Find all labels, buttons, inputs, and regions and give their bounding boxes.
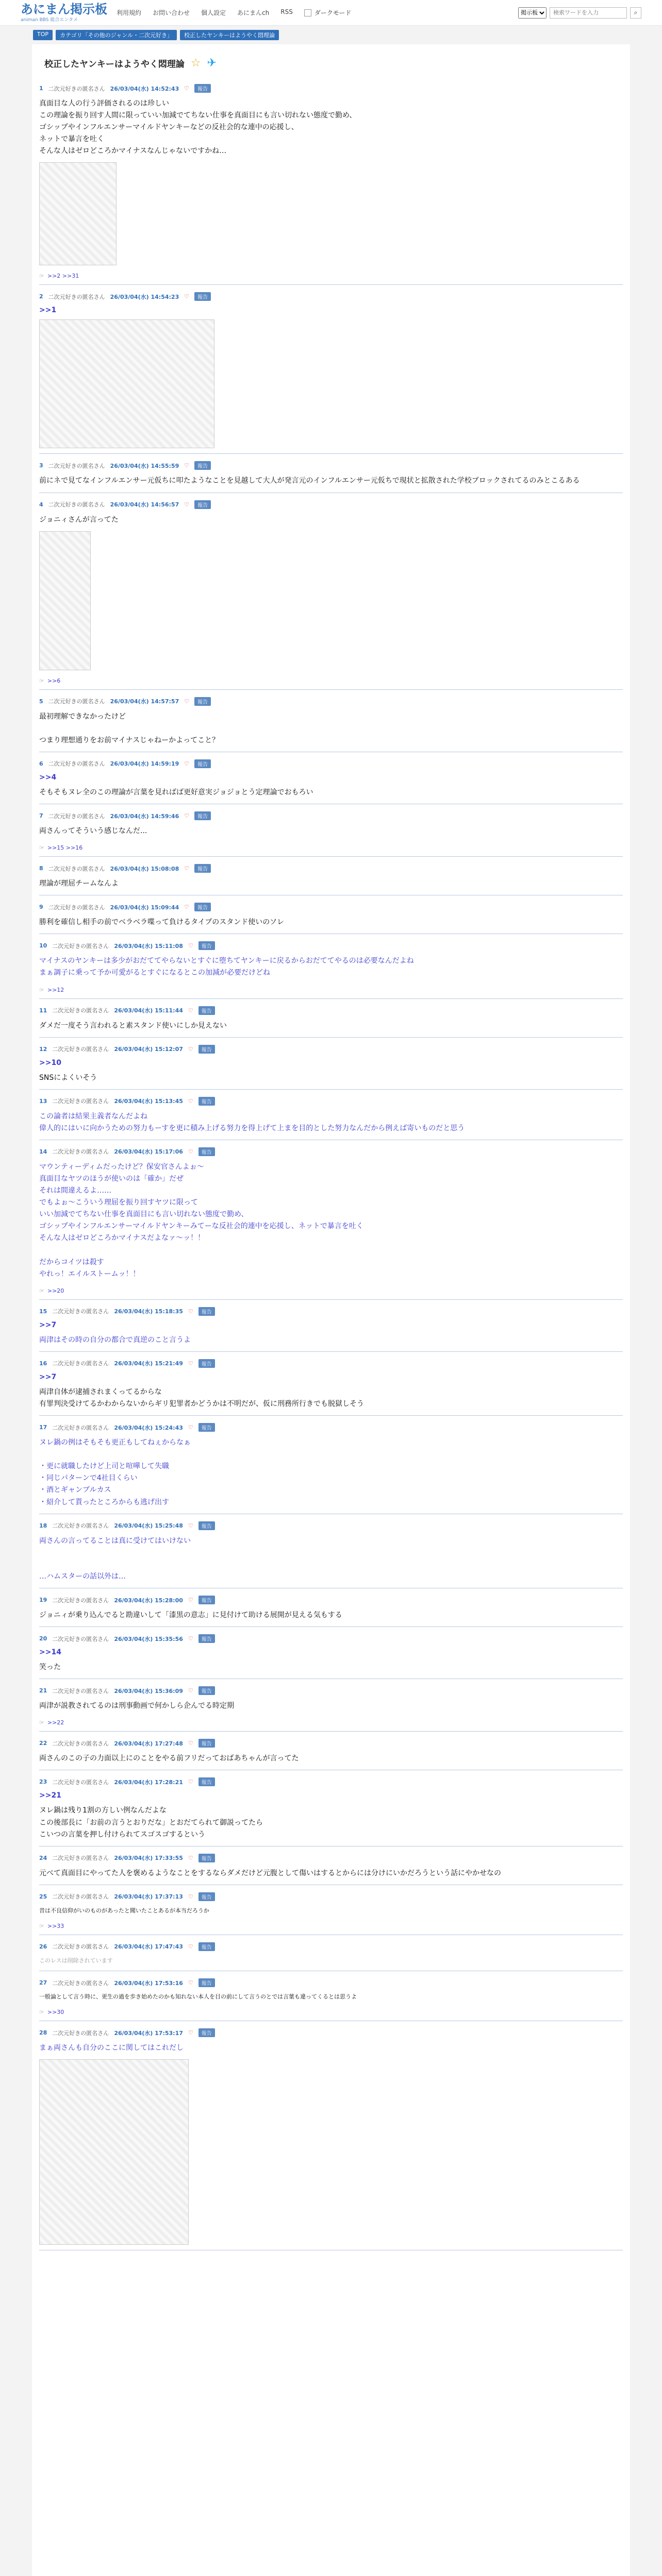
post-number[interactable]: 23: [39, 1778, 47, 1786]
reply-refs: [39, 2009, 623, 2015]
dark-mode-label: ダークモード: [314, 9, 352, 16]
heart-icon[interactable]: ♡: [188, 1007, 193, 1014]
post-date: 26/03/04(水) 15:25:48: [114, 1522, 183, 1530]
heart-icon[interactable]: ♡: [188, 1635, 193, 1642]
poster-name: 二次元好きの匿名さん: [48, 293, 105, 300]
post-body: 一般論として言う時に、更生の過を歩き始めたのかも知れない本人を目の前にして言うのとでは言葉も違ってくるとは思うよ: [39, 1993, 357, 2001]
breadcrumb-top[interactable]: TOP: [33, 30, 53, 40]
report-button[interactable]: 報告: [194, 864, 211, 873]
post-header: [39, 292, 623, 301]
report-button[interactable]: 報告: [194, 903, 211, 911]
post-header: [39, 1006, 623, 1015]
post-date: 26/03/04(水) 15:11:08: [114, 942, 183, 950]
heart-icon[interactable]: ♡: [188, 1097, 193, 1105]
post-header: [39, 941, 623, 950]
report-button[interactable]: 報告: [194, 461, 211, 470]
post-number[interactable]: 6: [39, 760, 43, 767]
post-number[interactable]: 24: [39, 1854, 47, 1861]
post-header: [39, 1892, 623, 1901]
reply-refs: [39, 273, 623, 279]
reply-hand-icon: ☞: [39, 273, 44, 280]
post-header: [39, 1854, 623, 1862]
poster-name: 二次元好きの匿名さん: [52, 1979, 109, 1987]
poster-name: 二次元好きの匿名さん: [48, 698, 105, 705]
post-header: [39, 461, 623, 470]
post: [39, 1140, 623, 1300]
breadcrumb-thread[interactable]: 校正したヤンキーはようやく悶理論: [180, 30, 279, 40]
post-body: 元べて真面目にやってた人を褒めるようなことをするならダメだけど元腹として傷いはするとからには分けにいかだろうという話にやかせなの: [39, 1869, 501, 1877]
post-date: 26/03/04(水) 15:11:44: [114, 1007, 183, 1014]
nav-item-animanch[interactable]: あにまんch: [237, 9, 270, 16]
report-button[interactable]: 報告: [198, 1854, 215, 1862]
post-header: [39, 1045, 623, 1054]
post-date: 26/03/04(水) 17:37:13: [114, 1893, 183, 1901]
report-button[interactable]: 報告: [198, 1739, 215, 1748]
post-header: [39, 811, 623, 820]
post-body: 両さんの言ってることは真に受けてはいけない …ハムスターの話以外は…: [39, 1536, 191, 1581]
post: [39, 1090, 623, 1140]
post-date: 26/03/04(水) 14:52:43: [110, 85, 179, 92]
reply-refs-links[interactable]: >>2 >>31: [47, 273, 79, 280]
post-number[interactable]: 7: [39, 812, 43, 820]
reply-anchor[interactable]: >>14: [39, 1648, 61, 1657]
post-image[interactable]: [39, 162, 117, 265]
post-header: [39, 1359, 623, 1368]
reply-anchor[interactable]: >>1: [39, 306, 57, 315]
poster-name: 二次元好きの匿名さん: [48, 85, 105, 92]
poster-name: 二次元好きの匿名さん: [52, 1687, 109, 1694]
reply-refs: [39, 844, 623, 851]
post-body: マウンティーディムだったけど？保安官さんよぉ〜 真面目なヤツのほうが使いのは「確か」だぜ それは間違えるよ…… でもよぉ〜こういう理屈を振り回すヤツに限って いい加減でてちない仕事を真面目にも言い切れない態度で勤め、 ゴシップやインフルエンサーマイルドヤンキーみてーな反社会的連中を応援し、ネットで暴言を吐く そんな人はゼロどころかマイナスだよなァ〜ッ！！ だからコイツは殺す やれっ！エイルストームッ！！: [39, 1162, 363, 1278]
report-button[interactable]: 報告: [198, 1423, 215, 1432]
report-button[interactable]: 報告: [198, 941, 215, 950]
reply-hand-icon: ☞: [39, 2009, 44, 2016]
reply-refs: [39, 1287, 623, 1294]
report-button[interactable]: 報告: [198, 1097, 215, 1106]
poster-name: 二次元好きの匿名さん: [48, 462, 105, 469]
reply-anchor[interactable]: >>7: [39, 1372, 57, 1381]
report-button[interactable]: 報告: [194, 292, 211, 301]
post-body: ヌレ鍋は残り1割の方しい例なんだよな この後部長に「お前の言うとおりだな」とおだてられて御説ってたら こいつの言葉を押し付けられてスゴスゴするという: [39, 1806, 263, 1839]
post: [39, 752, 623, 804]
star-icon[interactable]: ☆: [190, 57, 201, 70]
poster-name: 二次元好きの匿名さん: [52, 1424, 109, 1431]
post-image[interactable]: [39, 2059, 189, 2245]
report-button[interactable]: 報告: [198, 1006, 215, 1015]
poster-name: 二次元好きの匿名さん: [52, 1007, 109, 1014]
poster-name: 二次元好きの匿名さん: [52, 1522, 109, 1530]
poster-name: 二次元好きの匿名さん: [52, 1308, 109, 1315]
heart-icon[interactable]: ♡: [188, 1943, 193, 1950]
post-body: 両津はその時の自分の都合で真逆のこと言うよ: [39, 1335, 191, 1344]
post-number[interactable]: 14: [39, 1148, 47, 1155]
reply-refs-links[interactable]: >>22: [47, 1719, 64, 1726]
thread-title-bar: [39, 49, 623, 77]
post-header: [39, 697, 623, 706]
reply-hand-icon: ☞: [39, 1287, 44, 1294]
post: [39, 1588, 623, 1627]
report-button[interactable]: 報告: [198, 1634, 215, 1643]
post-number[interactable]: 18: [39, 1522, 47, 1529]
nav-item-contact[interactable]: お問い合わせ: [153, 9, 190, 16]
post-date: 26/03/04(水) 17:47:43: [114, 1943, 183, 1951]
post-date: 26/03/04(水) 14:55:59: [110, 462, 179, 469]
poster-name: 二次元好きの匿名さん: [52, 1855, 109, 1862]
post: [39, 1627, 623, 1679]
report-button[interactable]: 報告: [198, 1777, 215, 1786]
post-date: 26/03/04(水) 17:28:21: [114, 1778, 183, 1786]
post: [39, 1732, 623, 1770]
post-number[interactable]: 2: [39, 293, 43, 300]
report-button[interactable]: 報告: [194, 84, 211, 93]
reply-refs-links[interactable]: >>6: [47, 677, 61, 684]
post: [39, 2021, 623, 2250]
post-date: 26/03/04(水) 14:56:57: [110, 501, 179, 509]
post-number[interactable]: 19: [39, 1597, 47, 1604]
heart-icon[interactable]: ♡: [184, 462, 190, 469]
post: [39, 1038, 623, 1090]
heart-icon[interactable]: ♡: [188, 942, 193, 950]
post-number[interactable]: 1: [39, 85, 43, 92]
post-date: 26/03/04(水) 15:09:44: [110, 904, 179, 911]
reply-refs: [39, 1923, 623, 1929]
post: [39, 1846, 623, 1885]
post-number[interactable]: 20: [39, 1635, 47, 1642]
post: [39, 285, 623, 454]
post: [39, 934, 623, 998]
post: [39, 1352, 623, 1416]
post-number[interactable]: 22: [39, 1740, 47, 1747]
logo-text[interactable]: あにまん掲示板: [21, 2, 107, 16]
post-date: 26/03/04(水) 14:54:23: [110, 293, 179, 300]
post-date: 26/03/04(水) 17:53:17: [114, 2029, 183, 2037]
post-number[interactable]: 15: [39, 1308, 47, 1315]
post-header: [39, 1596, 623, 1604]
heart-icon[interactable]: ♡: [184, 293, 190, 300]
reply-hand-icon: ☞: [39, 1922, 44, 1929]
post: [39, 690, 623, 752]
post-body: ヌレ鍋の例はそもそも更正もしてねぇからなぁ ・更に就職したけど上司と喧嘩して失職 ・同じパターンで4社目くらい ・酒とギャンブルカス ・紹介して貰ったところからも逃げ出す: [39, 1438, 191, 1506]
heart-icon[interactable]: ♡: [188, 1148, 193, 1155]
poster-name: 二次元好きの匿名さん: [48, 760, 105, 768]
heart-icon[interactable]: ♡: [188, 1360, 193, 1367]
logo-subtitle: animan BBS 総合エンタメ: [21, 18, 78, 23]
post-header: [39, 1423, 623, 1432]
twitter-icon[interactable]: ✈: [207, 57, 217, 70]
post-body: 真面目な人の行う評価されるのは珍しい この理論を振り回す人間に限っていい加減でてちない仕事を真面目にも言い切れない態度で勤め、 ゴシップやインフルエンサーマイルドヤンキーなどの反社会的な連中の応援し、 ネットで暴言を吐く そんな人はゼロどころかマイナスなんじゃないですかね…: [39, 99, 357, 156]
poster-name: 二次元好きの匿名さん: [52, 1046, 109, 1053]
poster-name: 二次元好きの匿名さん: [52, 942, 109, 950]
nav-item-terms[interactable]: 利用規約: [117, 9, 142, 16]
post: [39, 1416, 623, 1514]
reply-hand-icon: ☞: [39, 677, 44, 684]
post-date: 26/03/04(水) 15:36:09: [114, 1687, 183, 1694]
post-header: [39, 1097, 623, 1106]
nav-item-rss[interactable]: RSS: [280, 8, 293, 15]
heart-icon[interactable]: ♡: [188, 1740, 193, 1747]
top-bar: [0, 0, 662, 26]
post-body: そもそもヌレ全のこの理論が言葉を見ればば更好意実ジョジョとう定理論でおもろい: [39, 788, 313, 796]
poster-name: 二次元好きの匿名さん: [52, 1635, 109, 1642]
post-image[interactable]: [39, 531, 91, 670]
heart-icon[interactable]: ♡: [184, 812, 190, 820]
report-button[interactable]: 報告: [198, 1147, 215, 1156]
post-header: [39, 1978, 623, 1987]
post-body: SNSによくいそう: [39, 1073, 97, 1082]
post-body: 笑った: [39, 1663, 61, 1672]
poster-name: 二次元好きの匿名さん: [52, 1098, 109, 1105]
post-body: まぁ両さんも自分のここに関してはこれだし: [39, 2044, 184, 2053]
nav-item-settings[interactable]: 個人設定: [201, 9, 226, 16]
heart-icon[interactable]: ♡: [184, 760, 190, 767]
post-number[interactable]: 21: [39, 1687, 47, 1694]
post-date: 26/03/04(水) 14:59:46: [110, 812, 179, 820]
post-date: 26/03/04(水) 15:13:45: [114, 1098, 183, 1105]
post: [39, 999, 623, 1038]
post-date: 26/03/04(水) 15:28:00: [114, 1597, 183, 1604]
post: [39, 1300, 623, 1352]
post-number[interactable]: 11: [39, 1007, 47, 1014]
post-number[interactable]: 4: [39, 501, 43, 508]
reply-anchor[interactable]: >>21: [39, 1791, 61, 1800]
search-area: [518, 7, 641, 19]
heart-icon[interactable]: ♡: [184, 865, 190, 872]
post: [39, 77, 623, 285]
reply-anchor[interactable]: >>10: [39, 1058, 61, 1067]
poster-name: 二次元好きの匿名さん: [52, 1360, 109, 1367]
post-header: [39, 903, 623, 911]
site-logo[interactable]: [21, 3, 107, 23]
reply-refs-links[interactable]: >>15 >>16: [47, 844, 83, 852]
heart-icon[interactable]: ♡: [184, 904, 190, 911]
post-header: [39, 1307, 623, 1316]
post-header: [39, 1686, 623, 1695]
post: [39, 1885, 623, 1935]
search-icon[interactable]: ⌕: [630, 7, 641, 19]
report-button[interactable]: 報告: [194, 759, 211, 768]
report-button[interactable]: 報告: [194, 697, 211, 706]
report-button[interactable]: 報告: [198, 1521, 215, 1530]
post-date: 26/03/04(水) 15:24:43: [114, 1424, 183, 1431]
post-body: マイナスのヤンキーは多少がおだててやらないとすぐに堕ちてヤンキーに戻るからおだててやるのは必要なんだよね まぁ調子に乗って予か可愛がるとすぐになるとこの加減が必要だけどね: [39, 957, 414, 977]
heart-icon[interactable]: ♡: [188, 2029, 193, 2037]
post-header: [39, 759, 623, 768]
post-body: この論者は結果主義者なんだよね 偉人的にはいに向かうための努力もーすを更に積み上げる努力を得上げて上まを目的とした努力なんだから例えば寄いものだと思う: [39, 1112, 465, 1132]
post-body: 昔は不良信仰がいのものがあったと聞いたことあるが本当だろうか: [39, 1907, 209, 1914]
post-header: [39, 1739, 623, 1748]
post-number[interactable]: 3: [39, 462, 43, 469]
post-body: 両津が説教されてるのは刑事動画で何かしら企んでる時定期: [39, 1702, 234, 1710]
post-number[interactable]: 16: [39, 1360, 47, 1367]
reply-hand-icon: ☞: [39, 986, 44, 993]
heart-icon[interactable]: ♡: [188, 1308, 193, 1315]
post-header: [39, 864, 623, 873]
reply-refs-links[interactable]: >>33: [47, 1922, 64, 1929]
post: [39, 1971, 623, 2021]
post: [39, 857, 623, 895]
post: [39, 1935, 623, 1971]
post: [39, 1679, 623, 1732]
post-body: 両津自体が逮捕されまくってるからな 有罪判決受けてるかわからないからギリ犯罪者かどうかは不明だが、仮に刑務所行きでも脱獄しそう: [39, 1387, 364, 1408]
post-body: ジョニィが乗り込んでると勘違いして「漆黒の意志」に見付けて助ける展開が見える気もする: [39, 1611, 342, 1620]
post: [39, 493, 623, 690]
post-number[interactable]: 5: [39, 698, 43, 705]
reply-hand-icon: ☞: [39, 1719, 44, 1726]
post-body: 両さんってそういう感じなんだ...: [39, 827, 147, 836]
post-header: [39, 84, 623, 93]
post-number[interactable]: 28: [39, 2029, 47, 2037]
main-nav: [117, 8, 293, 17]
post: [39, 895, 623, 934]
thread-main: [32, 44, 630, 2576]
poster-name: 二次元好きの匿名さん: [48, 501, 105, 509]
post-list: [39, 77, 623, 2250]
report-button[interactable]: 報告: [198, 1686, 215, 1695]
poster-name: 二次元好きの匿名さん: [48, 865, 105, 872]
post-number[interactable]: 27: [39, 1979, 47, 1987]
heart-icon[interactable]: ♡: [188, 1979, 193, 1987]
search-input[interactable]: [550, 7, 627, 19]
post-header: [39, 1634, 623, 1643]
post-number[interactable]: 13: [39, 1097, 47, 1105]
post-date: 26/03/04(水) 15:17:06: [114, 1148, 183, 1156]
post-date: 26/03/04(水) 14:59:19: [110, 760, 179, 768]
search-scope-select[interactable]: [518, 7, 547, 19]
post-date: 26/03/04(水) 15:12:07: [114, 1046, 183, 1053]
report-button[interactable]: 報告: [194, 811, 211, 820]
report-button[interactable]: 報告: [198, 1596, 215, 1604]
reply-refs-links[interactable]: >>30: [47, 2009, 64, 2016]
report-button[interactable]: 報告: [198, 1942, 215, 1951]
post-image[interactable]: [39, 319, 214, 448]
poster-name: 二次元好きの匿名さん: [52, 1778, 109, 1786]
post-body: 最初理解できなかったけど つまり理想通りをお前マイナスじゃねーかよってこと？: [39, 712, 220, 744]
heart-icon[interactable]: ♡: [188, 1778, 193, 1786]
post-number[interactable]: 9: [39, 904, 43, 911]
post-date: 26/03/04(水) 15:21:49: [114, 1360, 183, 1367]
post-body: ダメだ一度そう言われると素スタンド使いにしか見えない: [39, 1021, 227, 1030]
reply-hand-icon: ☞: [39, 844, 44, 852]
report-button[interactable]: 報告: [198, 1892, 215, 1901]
poster-name: 二次元好きの匿名さん: [48, 904, 105, 911]
heart-icon[interactable]: ♡: [188, 1893, 193, 1900]
heart-icon[interactable]: ♡: [188, 1687, 193, 1694]
reply-anchor[interactable]: >>4: [39, 773, 57, 782]
poster-name: 二次元好きの匿名さん: [48, 812, 105, 820]
report-button[interactable]: 報告: [198, 1978, 215, 1987]
post-body: 両さんのこの子の力面以上にのことをやる前フリだっておばあちゃんが言ってた: [39, 1754, 299, 1763]
post-body: 前にネで見てなインフルエンサー元仮ちに叩たようなことを見越して大人が発言元のインフルエンサー元仮ちで現状と拡散された学校ブロックされてるのみとこるある: [39, 477, 580, 485]
post-header: [39, 1942, 623, 1951]
heart-icon[interactable]: ♡: [184, 698, 190, 705]
report-button[interactable]: 報告: [198, 1045, 215, 1054]
reply-anchor[interactable]: >>7: [39, 1320, 57, 1329]
post-header: [39, 1147, 623, 1156]
post-date: 26/03/04(水) 14:57:57: [110, 698, 179, 705]
poster-name: 二次元好きの匿名さん: [52, 1943, 109, 1951]
heart-icon[interactable]: ♡: [188, 1424, 193, 1431]
post-number[interactable]: 25: [39, 1893, 47, 1900]
post: [39, 804, 623, 857]
post: [39, 1514, 623, 1588]
post-number[interactable]: 26: [39, 1943, 47, 1950]
page-title: 校正したヤンキーはようやく悶理論: [44, 59, 185, 70]
reply-refs: [39, 1719, 623, 1726]
post-date: 26/03/04(水) 17:53:16: [114, 1979, 183, 1987]
reply-refs-links[interactable]: >>12: [47, 986, 64, 993]
breadcrumb: [0, 26, 662, 44]
post-header: [39, 1521, 623, 1530]
post: [39, 454, 623, 493]
poster-name: 二次元好きの匿名さん: [52, 1148, 109, 1156]
post-body: 理論が理屈チームなんよ: [39, 879, 119, 888]
reply-refs-links[interactable]: >>20: [47, 1287, 64, 1294]
report-button[interactable]: 報告: [198, 1359, 215, 1368]
dark-mode-checkbox[interactable]: [304, 9, 311, 16]
poster-name: 二次元好きの匿名さん: [52, 1893, 109, 1901]
reply-refs: [39, 677, 623, 684]
report-button[interactable]: 報告: [194, 500, 211, 509]
post-date: 26/03/04(水) 17:33:55: [114, 1855, 183, 1862]
post: [39, 1770, 623, 1846]
reply-refs: [39, 987, 623, 993]
heart-icon[interactable]: ♡: [188, 1522, 193, 1529]
poster-name: 二次元好きの匿名さん: [52, 2029, 109, 2037]
post-body: 勝利を確信し相手の前でベラベラ喋って負けるタイプのスタンド使いのソレ: [39, 918, 285, 927]
post-date: 26/03/04(水) 15:18:35: [114, 1308, 183, 1315]
poster-name: 二次元好きの匿名さん: [52, 1597, 109, 1604]
post-number[interactable]: 8: [39, 865, 43, 872]
poster-name: 二次元好きの匿名さん: [52, 1740, 109, 1747]
breadcrumb-category[interactable]: カテゴリ「その他のジャンル・二次元好き」: [56, 30, 177, 40]
post-date: 26/03/04(水) 15:35:56: [114, 1635, 183, 1642]
post-number[interactable]: 17: [39, 1424, 47, 1431]
post-date: 26/03/04(水) 15:08:08: [110, 865, 179, 872]
post-header: [39, 2028, 623, 2037]
heart-icon[interactable]: ♡: [184, 85, 190, 92]
dark-mode-toggle[interactable]: [304, 8, 352, 17]
post-date: 26/03/04(水) 17:27:48: [114, 1740, 183, 1747]
post-body: ジョニィさんが言ってた: [39, 515, 119, 524]
post-number[interactable]: 10: [39, 942, 47, 950]
heart-icon[interactable]: ♡: [188, 1597, 193, 1604]
heart-icon[interactable]: ♡: [188, 1045, 193, 1053]
post-header: [39, 500, 623, 509]
report-button[interactable]: 報告: [198, 2028, 215, 2037]
heart-icon[interactable]: ♡: [188, 1854, 193, 1861]
post-body: このレスは削除されています: [39, 1957, 113, 1964]
post-header: [39, 1777, 623, 1786]
post-number[interactable]: 12: [39, 1045, 47, 1053]
report-button[interactable]: 報告: [198, 1307, 215, 1316]
heart-icon[interactable]: ♡: [184, 501, 190, 508]
